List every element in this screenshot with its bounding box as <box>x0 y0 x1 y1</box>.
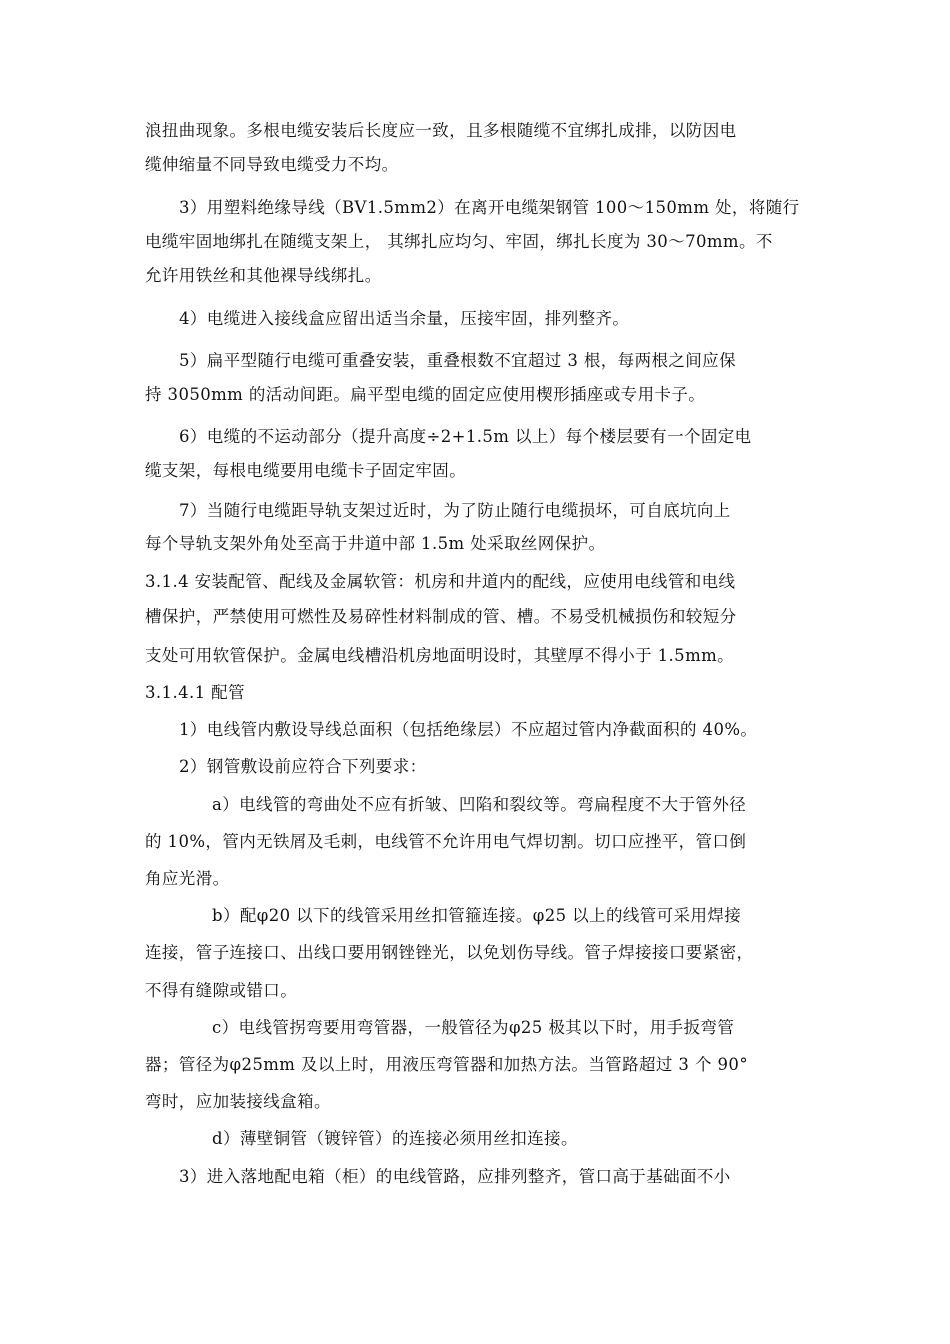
subsection-heading: 3.1.4.1 配管 <box>145 683 245 702</box>
text-line: 支处可用软管保护。金属电线槽沿机房地面明设时，其壁厚不得小于 1.5mm。 <box>145 646 735 665</box>
text-line: 角应光滑。 <box>145 869 230 888</box>
text-line: 3）用塑料绝缘导线（BV1.5mm2）在离开电缆架钢管 100～150mm 处，将随行 <box>179 198 800 217</box>
text-line: 6）电缆的不运动部分（提升高度÷2+1.5m 以上）每个楼层要有一个固定电 <box>179 427 752 446</box>
text-line: 7）当随行电缆距导轨支架过近时，为了防止随行电缆损坏，可自底坑向上 <box>179 501 731 520</box>
text-line: 2）钢管敷设前应符合下列要求： <box>179 757 427 776</box>
text-line: 5）扁平型随行电缆可重叠安装，重叠根数不宜超过 3 根，每两根之间应保 <box>179 351 736 370</box>
text-line: d）薄壁铜管（镀锌管）的连接必须用丝扣连接。 <box>212 1129 578 1148</box>
text-line: 浪扭曲现象。多根电缆安装后长度应一致，且多根随缆不宜绑扎成排，以防因电 <box>145 121 737 140</box>
text-line: 槽保护，严禁使用可燃性及易碎性材料制成的管、槽。不易受机械损伤和较短分 <box>145 607 737 626</box>
text-line: 允许用铁丝和其他裸导线绑扎。 <box>145 266 382 285</box>
text-line: 连接，管子连接口、出线口要用钢锉锉光，以免划伤导线。管子焊接接口要紧密， <box>145 943 754 962</box>
text-line: 1）电线管内敷设导线总面积（包括绝缘层）不应超过管内净截面积的 40%。 <box>179 720 758 739</box>
text-line: 3）进入落地配电箱（柜）的电线管路，应排列整齐，管口高于基础面不小 <box>179 1167 731 1186</box>
text-line: a）电线管的弯曲处不应有折皱、凹陷和裂纹等。弯扁程度不大于管外径 <box>212 795 747 814</box>
text-line: 持 3050mm 的活动间距。扁平型电缆的固定应使用楔形插座或专用卡子。 <box>145 385 706 404</box>
text-line: c）电线管拐弯要用弯管器，一般管径为φ25 极其以下时，用手扳弯管 <box>212 1018 735 1037</box>
text-line: 电缆牢固地绑扎在随缆支架上， 其绑扎应均匀、牢固，绑扎长度为 30～70mm。不 <box>145 232 773 251</box>
section-heading: 3.1.4 安装配管、配线及金属软管：机房和井道内的配线，应使用电线管和电线 <box>145 572 736 591</box>
text-line: 4）电缆进入接线盒应留出适当余量，压接牢固，排列整齐。 <box>179 309 630 328</box>
text-line: 器；管径为φ25mm 及以上时，用液压弯管器和加热方法。当管路超过 3 个 90° <box>145 1055 748 1074</box>
text-line: 的 10%，管内无铁屑及毛刺，电线管不允许用电气焊切割。切口应挫平，管口倒 <box>145 832 747 851</box>
text-line: 每个导轨支架外角处至高于井道中部 1.5m 处采取丝网保护。 <box>145 534 606 553</box>
text-line: 弯时，应加装接线盒箱。 <box>145 1092 331 1111</box>
text-line: b）配φ20 以下的线管采用丝扣管箍连接。φ25 以上的线管可采用焊接 <box>212 906 742 925</box>
text-line: 不得有缝隙或错口。 <box>145 981 298 1000</box>
text-line: 缆伸缩量不同导致电缆受力不均。 <box>145 155 399 174</box>
text-line: 缆支架，每根电缆要用电缆卡子固定牢固。 <box>145 461 467 480</box>
